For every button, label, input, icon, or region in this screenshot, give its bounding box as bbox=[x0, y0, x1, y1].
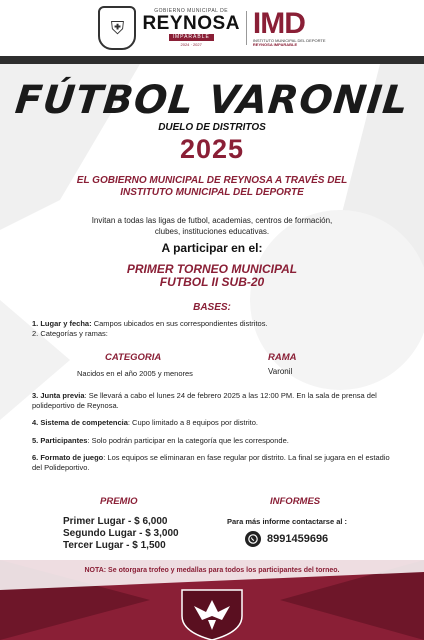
imd-subtitle: INSTITUTO MUNICIPAL DEL DEPORTE bbox=[252, 38, 326, 43]
imd-eagle-emblem-icon bbox=[176, 586, 248, 640]
prize-list bbox=[63, 516, 179, 552]
header-divider bbox=[246, 11, 247, 45]
rama-value: Varonil bbox=[268, 367, 293, 376]
bases-list bbox=[32, 319, 392, 339]
organizer-text bbox=[20, 175, 404, 199]
whatsapp-icon bbox=[245, 531, 261, 547]
phone-number: 8991459696 bbox=[267, 533, 329, 545]
prize-first: Primer Lugar - $ 6,000 bbox=[63, 516, 168, 527]
reynosa-logo bbox=[142, 9, 239, 47]
municipality-years: 2024 · 2027 bbox=[180, 42, 202, 47]
informes-heading: INFORMES bbox=[270, 496, 321, 507]
invitation-line-1: Invitan a todas las ligas de futbol, academias, centros de formación, bbox=[91, 216, 333, 225]
categoria-value: Nacidos en el año 2005 y menores bbox=[77, 369, 193, 378]
municipality-name: REYNOSA bbox=[142, 13, 240, 34]
rules-list bbox=[32, 391, 392, 480]
categoria-heading: CATEGORIA bbox=[105, 352, 162, 363]
organizer-line-2: INSTITUTO MUNICIPAL DEL DEPORTE bbox=[120, 187, 304, 198]
participate-heading: A participar en el: bbox=[161, 241, 263, 255]
invitation-line-2: clubes, instituciones educativas. bbox=[154, 227, 270, 236]
tournament-line-1: PRIMER TORNEO MUNICIPAL bbox=[126, 262, 298, 276]
rule-4: 4. Sistema de competencia: Cupo limitado a 8 equipos por distrito. bbox=[32, 418, 258, 427]
contact-label: Para más informe contactarse al : bbox=[227, 517, 348, 526]
premio-heading: PREMIO bbox=[100, 496, 138, 507]
tournament-line-2: FUTBOL II SUB-20 bbox=[159, 275, 265, 289]
rule-5: 5. Participantes: Solo podrán participar en la categoría que les corresponde. bbox=[32, 435, 289, 445]
bases-item-2: 2. Categorías y ramas: bbox=[32, 329, 108, 338]
imd-name: IMD bbox=[252, 7, 305, 40]
poster-subtitle: DUELO DE DISTRITOS bbox=[158, 122, 266, 133]
phone-contact bbox=[245, 531, 328, 547]
header-band bbox=[0, 56, 424, 64]
rama-heading: RAMA bbox=[268, 352, 297, 363]
imd-logo bbox=[253, 9, 326, 47]
bases-heading: BASES: bbox=[193, 302, 231, 313]
prize-third: Tercer Lugar - $ 1,500 bbox=[63, 540, 166, 551]
rule-3: 3. Junta previa: Se llevará a cabo el lunes 24 de febrero 2025 a las 12:00 PM. En la sala de prensa del polideportivo de Reynosa. bbox=[32, 391, 377, 410]
municipality-small-text: GOBIERNO MUNICIPAL DE bbox=[154, 8, 229, 14]
prize-second: Segundo Lugar - $ 3,000 bbox=[63, 528, 179, 539]
header bbox=[0, 0, 424, 56]
tournament-name bbox=[0, 263, 424, 289]
invitation-text bbox=[60, 215, 364, 237]
bases-item-1: 1. Lugar y fecha: Campos ubicados en sus correspondientes distritos. bbox=[32, 319, 268, 328]
municipality-tag: IMPARABLE bbox=[169, 34, 214, 41]
poster-year: 2025 bbox=[179, 134, 245, 164]
note-text: NOTA: Se otorgara trofeo y medallas para todos los participantes del torneo. bbox=[84, 567, 340, 574]
organizer-line-1: EL GOBIERNO MUNICIPAL DE REYNOSA A TRAVÉS DEL bbox=[76, 175, 348, 186]
poster-title: FÚTBOL VARONIL bbox=[13, 78, 411, 123]
municipal-seal-icon: ⛨ bbox=[98, 6, 136, 50]
rule-6: 6. Formato de juego: Los equipos se eliminaran en fase regular por distrito. La final se jugara en el estadio del Polideportivo. bbox=[32, 453, 390, 472]
imd-tag: REYNOSA IMPARABLE bbox=[252, 42, 298, 47]
